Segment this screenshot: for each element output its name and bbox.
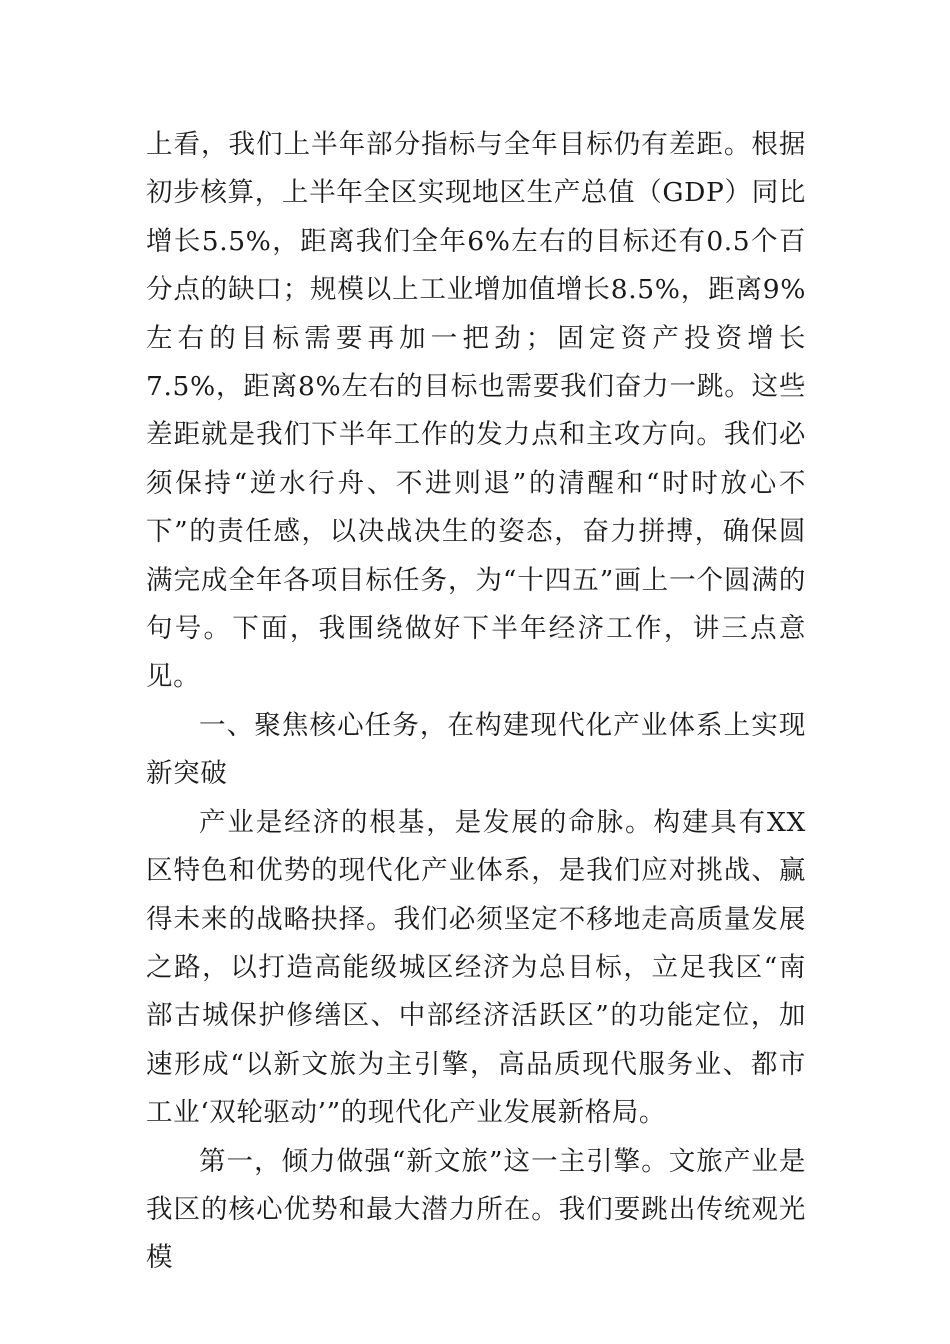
paragraph-targets-gap: 上看，我们上半年部分指标与全年目标仍有差距。根据初步核算，上半年全区实现地区生产总值（GDP）同比增长5.5%，距离我们全年6%左右的目标还有0.5个百分点的缺口；规模以上工业增加值增长8.5%，距离9%左右的目标需要再加一把劲；固定资产投资增长7.5%，距离8%左右的目标也需要我们奋力一跳。这些差距就是我们下半年工作的发力点和主攻方向。我们必须保持“逆水行舟、不进则退”的清醒和“时时放心不下”的责任感，以决战决生的姿态，奋力拼搏，确保圆满完成全年各项目标任务，为“十四五”画上一个圆满的句号。下面，我围绕做好下半年经济工作，讲三点意见。 bbox=[146, 129, 806, 693]
paragraph-new-tourism: 第一，倾力做强“新文旅”这一主引擎。文旅产业是我区的核心优势和最大潜力所在。我们要跳出传统观光模 bbox=[146, 1145, 806, 1274]
body-text bbox=[146, 121, 806, 1283]
section-heading-one: 一、聚焦核心任务，在构建现代化产业体系上实现新突破 bbox=[146, 709, 806, 790]
paragraph-industry-system: 产业是经济的根基，是发展的命脉。构建具有XX区特色和优势的现代化产业体系，是我们应对挑战、赢得未来的战略抉择。我们必须坚定不移地走高质量发展之路，以打造高能级城区经济为总目标，立足我区“南部古城保护修缮区、中部经济活跃区”的功能定位，加速形成“以新文旅为主引擎，高品质现代服务业、都市工业‘双轮驱动’”的现代化产业发展新格局。 bbox=[146, 806, 806, 1129]
